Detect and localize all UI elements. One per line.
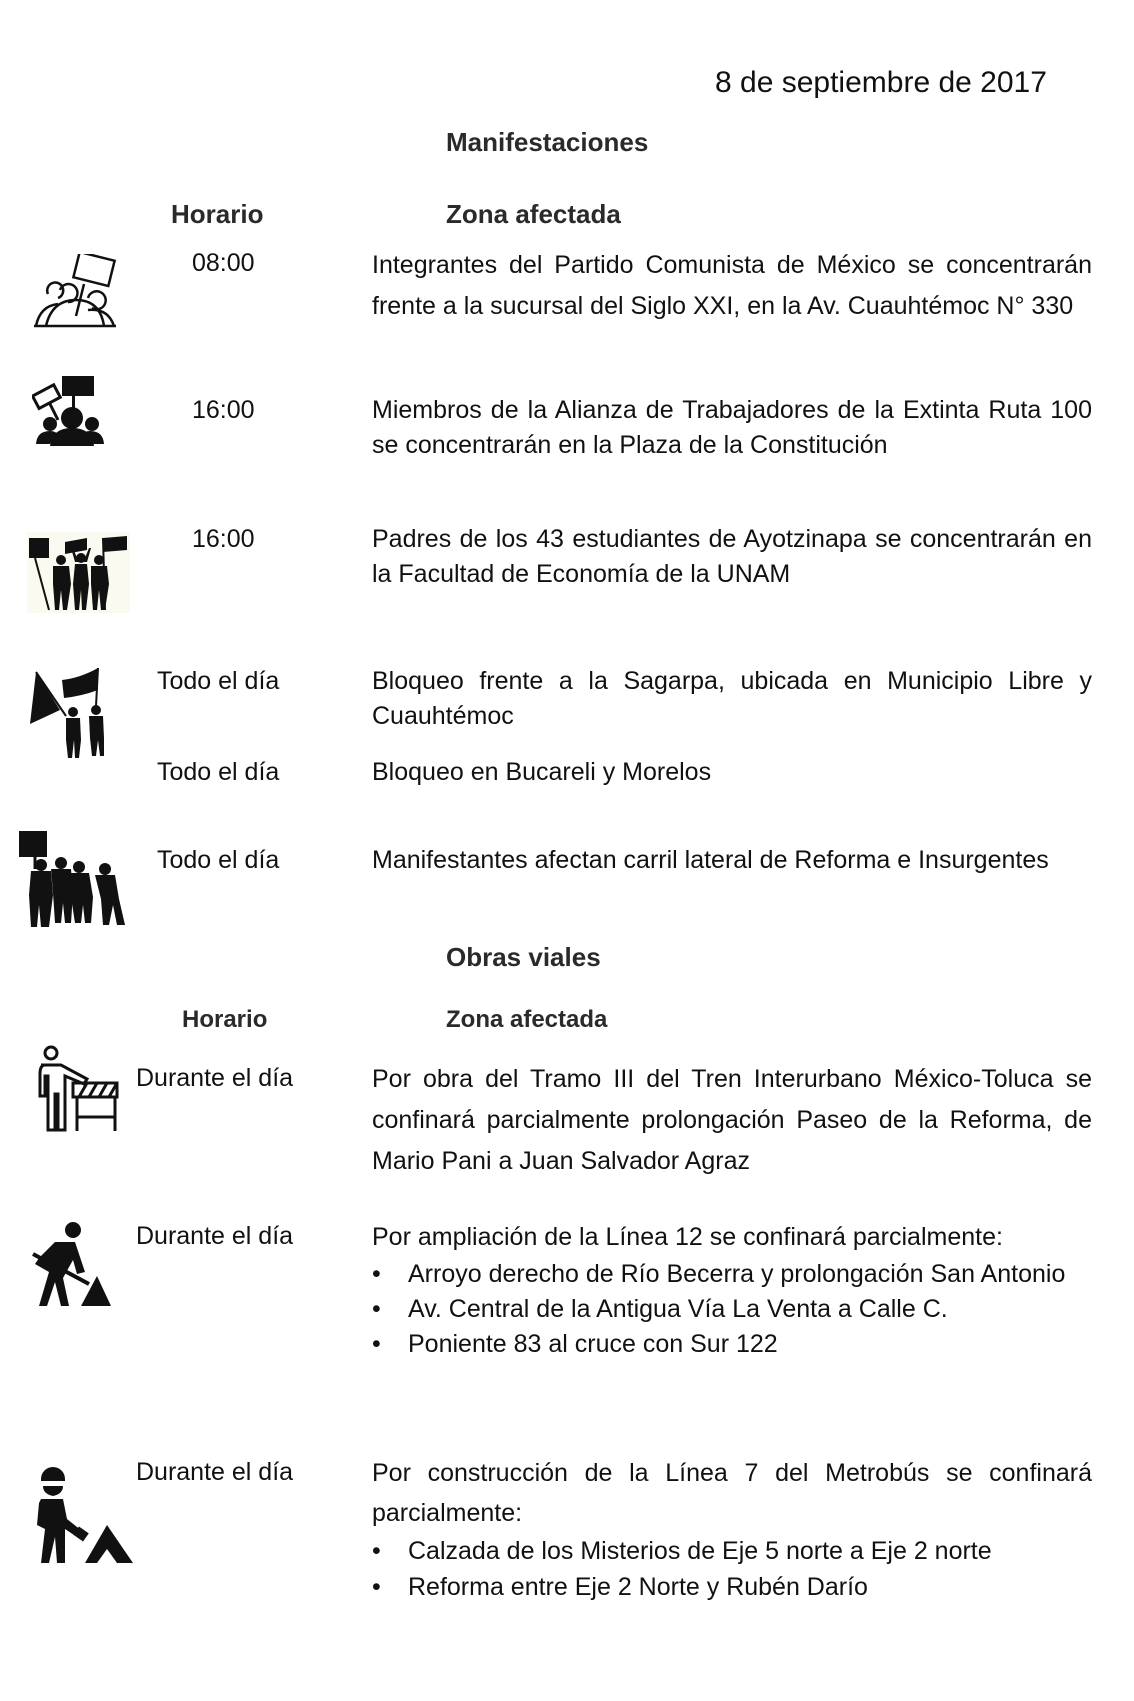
protest-group-signs-solid-icon — [32, 376, 108, 448]
time-label: Durante el día — [136, 1064, 294, 1092]
bullet-item: • Arroyo derecho de Río Becerra y prolongación San Antonio — [372, 1260, 1066, 1288]
bullet-item: • Calzada de los Misterios de Eje 5 norte a Eje 2 norte — [372, 1537, 992, 1565]
affected-zone-text — [372, 393, 1092, 463]
column-header-zona-afectada: Zona afectada — [446, 199, 621, 229]
time-label: 16:00 — [192, 396, 255, 424]
flag-bearers-silhouette-icon — [24, 666, 108, 761]
column-header-zona-afectada: Zona afectada — [446, 1006, 608, 1033]
column-header-horario: Horario — [171, 199, 264, 229]
section-title-obras-viales: Obras viales — [446, 942, 601, 972]
time-label: Todo el día — [157, 667, 280, 695]
time-label: Todo el día — [157, 846, 280, 874]
protesters-flags-silhouette-icon — [27, 532, 130, 613]
affected-zone-text — [372, 1059, 1092, 1182]
affected-zone-paragraph: Padres de los 43 estudiantes de Ayotzinapa se concentrarán en la Facultad de Economía de la UNAM — [372, 525, 1092, 588]
bullet-item: • Reforma entre Eje 2 Norte y Rubén Darío — [372, 1573, 868, 1601]
affected-zone-paragraph: Miembros de la Alianza de Trabajadores de la Extinta Ruta 100 se concentrarán en la Plaza de la Constitución — [372, 396, 1092, 459]
affected-zone-paragraph: Manifestantes afectan carril lateral de Reforma e Insurgentes — [372, 846, 1049, 874]
bullet-item: • Poniente 83 al cruce con Sur 122 — [372, 1330, 778, 1358]
time-label: Durante el día — [136, 1222, 294, 1250]
time-label: Todo el día — [157, 758, 280, 786]
section-title-manifestaciones: Manifestaciones — [446, 127, 649, 157]
worker-shovel-icon — [27, 1220, 113, 1309]
affected-zone-paragraph: Por construcción de la Línea 7 del Metrobús se confinará parcialmente: — [372, 1459, 1092, 1527]
protest-crowd-signs-outline-icon — [32, 254, 118, 330]
time-label: Durante el día — [136, 1458, 294, 1486]
column-header-horario: Horario — [182, 1006, 268, 1033]
document-date: 8 de septiembre de 2017 — [715, 66, 1047, 99]
affected-zone-text — [372, 522, 1092, 592]
affected-zone-paragraph: Por obra del Tramo III del Tren Interurbano México-Toluca se confinará parcialmente prolongación Paseo de la Reforma, de Mario Pani a Juan Salvador Agraz — [372, 1065, 1092, 1175]
affected-zone-text — [372, 755, 1092, 790]
bullet-item: • Av. Central de la Antigua Vía La Venta a Calle C. — [372, 1295, 948, 1323]
affected-zone-text — [372, 1217, 1092, 1362]
affected-zone-text — [372, 664, 1092, 734]
affected-zone-paragraph: Integrantes del Partido Comunista de México se concentrarán frente a la sucursal del Siglo XXI, en la Av. Cuauhtémoc N° 330 — [372, 251, 1092, 320]
affected-zone-paragraph: Bloqueo frente a la Sagarpa, ubicada en Municipio Libre y Cuauhtémoc — [372, 667, 1092, 730]
worker-helmet-digging-icon — [27, 1463, 135, 1564]
affected-zone-text — [372, 245, 1092, 327]
time-label: 08:00 — [192, 249, 255, 277]
worker-barricade-icon — [35, 1045, 121, 1134]
marchers-sign-silhouette-icon — [19, 829, 130, 929]
affected-zone-paragraph: Bloqueo en Bucareli y Morelos — [372, 758, 712, 786]
affected-zone-text — [372, 843, 1092, 878]
affected-zone-text — [372, 1453, 1092, 1605]
time-label: 16:00 — [192, 525, 255, 553]
affected-zone-paragraph: Por ampliación de la Línea 12 se confinará parcialmente: — [372, 1223, 1003, 1251]
